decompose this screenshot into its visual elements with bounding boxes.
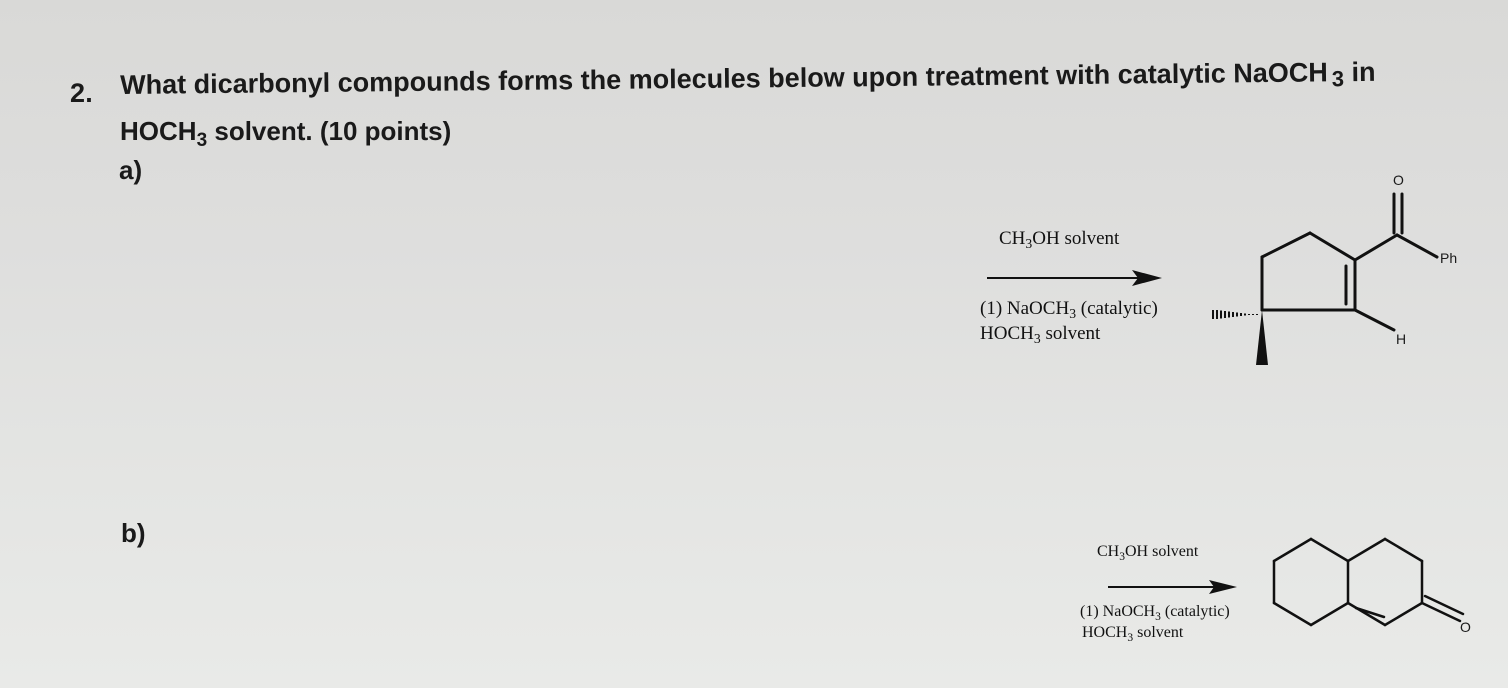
question-number: 2. bbox=[70, 78, 93, 108]
question-line2-pre: HOCH bbox=[120, 116, 197, 146]
part-b-arrow-above-text: $CH_3OH$ solvent bbox=[1097, 543, 1199, 563]
wedge-bond bbox=[1256, 310, 1268, 365]
part-a-product-structure bbox=[1262, 194, 1437, 330]
part-b-condition-1: (1) NaOCH$_3$ (catalytic) bbox=[1080, 603, 1230, 623]
part-b-condition-2: $HOCH_3$ solvent bbox=[1082, 624, 1184, 644]
part-a-phenyl-label: Ph bbox=[1440, 250, 1458, 266]
part-a-condition-2: $HOCH_3$ solvent bbox=[980, 323, 1101, 347]
part-a-condition-1: (1) NaOCH$_3$ (catalytic) bbox=[980, 298, 1158, 322]
question-line2-post: solvent. (10 points) bbox=[207, 116, 452, 146]
part-b-reaction-arrow bbox=[1108, 580, 1237, 594]
part-b-label: b) bbox=[121, 518, 146, 548]
part-a-label: a) bbox=[119, 155, 143, 185]
part-b-oxygen-atom: O bbox=[1460, 619, 1471, 635]
question-line2-subscript: 3 bbox=[196, 130, 208, 151]
hash-bond bbox=[1213, 310, 1257, 319]
question-text-tail: in bbox=[1351, 56, 1376, 88]
part-a-arrow-above-text: $CH_3OH$ solvent bbox=[999, 228, 1120, 252]
part-a-hydrogen-atom: H bbox=[1396, 331, 1407, 347]
question-text-main: What dicarbonyl compounds forms the molecules below upon treatment with catalytic NaOCH bbox=[120, 57, 1328, 100]
part-a-oxygen-atom: O bbox=[1393, 172, 1404, 188]
part-b-product-structure bbox=[1274, 539, 1463, 625]
part-a-reaction-arrow bbox=[987, 270, 1162, 286]
question-subscript: 3 bbox=[1331, 66, 1345, 92]
